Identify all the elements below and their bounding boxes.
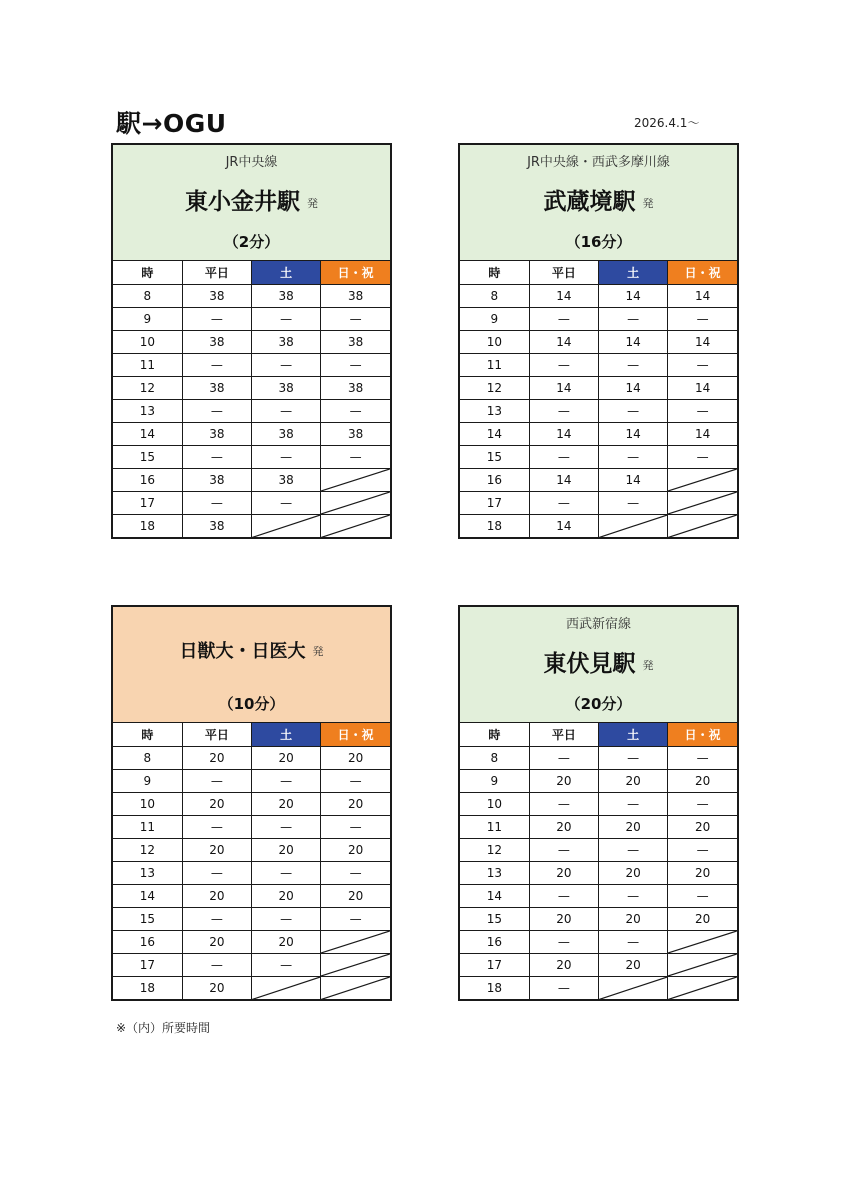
saturday-cell: — <box>599 399 668 422</box>
hour-cell: 15 <box>460 907 529 930</box>
weekday-cell: 20 <box>529 769 598 792</box>
saturday-cell: 38 <box>252 330 321 353</box>
page-title: 駅→OGU <box>116 109 227 138</box>
table-row <box>113 815 390 838</box>
table-row <box>113 284 390 307</box>
saturday-cell: — <box>599 838 668 861</box>
holiday-cell: — <box>321 445 390 468</box>
table-row <box>460 353 737 376</box>
weekday-cell: — <box>529 353 598 376</box>
no-service-slash <box>668 977 737 1000</box>
line-name: JR中央線 <box>225 155 278 170</box>
table-row <box>113 953 390 976</box>
weekday-cell: — <box>182 353 251 376</box>
travel-time: （10分） <box>218 695 285 713</box>
hour-cell: 9 <box>113 769 182 792</box>
weekday-cell: — <box>529 746 598 769</box>
table-row <box>460 930 737 953</box>
hour-cell: 8 <box>460 746 529 769</box>
line-name: JR中央線・西武多摩川線 <box>527 155 670 170</box>
saturday-cell: 14 <box>599 422 668 445</box>
table-row <box>113 930 390 953</box>
table-row <box>460 861 737 884</box>
saturday-cell: — <box>252 815 321 838</box>
weekday-cell: — <box>182 445 251 468</box>
effective-date: 2026.4.1～ <box>634 116 700 130</box>
weekday-cell: 20 <box>182 884 251 907</box>
hour-cell: 13 <box>460 399 529 422</box>
weekday-cell: — <box>529 884 598 907</box>
saturday-cell: — <box>599 307 668 330</box>
saturday-cell: — <box>252 491 321 514</box>
header-hour: 時 <box>460 723 529 746</box>
travel-time: （16分） <box>565 233 632 251</box>
travel-time: （20分） <box>565 695 632 713</box>
holiday-cell: — <box>321 353 390 376</box>
holiday-cell: 20 <box>668 861 737 884</box>
hour-cell: 18 <box>460 514 529 537</box>
hour-cell: 16 <box>460 930 529 953</box>
hour-cell: 18 <box>113 976 182 999</box>
station-name <box>113 183 390 216</box>
timetable-header-row <box>113 261 390 284</box>
table-row <box>460 445 737 468</box>
saturday-cell: 20 <box>599 861 668 884</box>
header-hour: 時 <box>113 261 182 284</box>
departure-suffix: 発 <box>307 197 318 210</box>
no-service-cell <box>599 514 668 537</box>
holiday-cell: — <box>668 307 737 330</box>
weekday-cell: 20 <box>529 953 598 976</box>
saturday-cell: 20 <box>599 769 668 792</box>
table-row <box>113 330 390 353</box>
departure-suffix: 発 <box>642 659 654 672</box>
no-service-slash <box>321 954 390 976</box>
table-row <box>113 746 390 769</box>
holiday-cell: — <box>668 838 737 861</box>
holiday-cell: 20 <box>668 907 737 930</box>
weekday-cell: — <box>529 491 598 514</box>
header-saturday: 土 <box>252 723 321 746</box>
header-weekday: 平日 <box>529 261 598 284</box>
hour-cell: 8 <box>113 284 182 307</box>
weekday-cell: — <box>182 491 251 514</box>
holiday-cell: — <box>668 884 737 907</box>
header-holiday: 日・祝 <box>668 261 737 284</box>
timetable-header-row <box>460 723 737 746</box>
table-row <box>113 445 390 468</box>
saturday-cell: — <box>599 445 668 468</box>
table-row <box>113 514 390 537</box>
weekday-cell: — <box>529 792 598 815</box>
hour-cell: 14 <box>113 422 182 445</box>
hour-cell: 10 <box>113 330 182 353</box>
hour-cell: 11 <box>113 353 182 376</box>
weekday-cell: — <box>182 307 251 330</box>
no-service-cell <box>321 953 390 976</box>
hour-cell: 13 <box>113 861 182 884</box>
header-weekday: 平日 <box>182 723 251 746</box>
hour-cell: 15 <box>113 907 182 930</box>
weekday-cell: — <box>182 953 251 976</box>
hour-cell: 11 <box>113 815 182 838</box>
weekday-cell: 20 <box>529 907 598 930</box>
hour-cell: 10 <box>113 792 182 815</box>
no-service-slash <box>668 492 737 514</box>
no-service-slash <box>321 492 390 514</box>
station-label: 日獣大・日医大 <box>179 641 306 662</box>
card-header <box>460 145 737 261</box>
weekday-cell: 20 <box>529 815 598 838</box>
no-service-cell <box>599 976 668 999</box>
table-row <box>113 422 390 445</box>
header-holiday: 日・祝 <box>321 261 390 284</box>
holiday-cell: 38 <box>321 422 390 445</box>
saturday-cell: — <box>599 353 668 376</box>
holiday-cell: — <box>321 769 390 792</box>
weekday-cell: 20 <box>182 976 251 999</box>
header-saturday: 土 <box>599 261 668 284</box>
table-row <box>460 376 737 399</box>
table-row <box>460 769 737 792</box>
table-row <box>460 792 737 815</box>
holiday-cell: 14 <box>668 284 737 307</box>
weekday-cell: — <box>182 815 251 838</box>
weekday-cell: — <box>182 769 251 792</box>
timetable-card-higashi-koganei <box>111 143 392 539</box>
no-service-cell <box>321 976 390 999</box>
hour-cell: 15 <box>113 445 182 468</box>
hour-cell: 10 <box>460 330 529 353</box>
holiday-cell: 20 <box>668 815 737 838</box>
timetable-header-row <box>113 723 390 746</box>
holiday-cell: 14 <box>668 422 737 445</box>
saturday-cell: 20 <box>252 792 321 815</box>
no-service-cell <box>668 953 737 976</box>
weekday-cell: 38 <box>182 422 251 445</box>
hour-cell: 15 <box>460 445 529 468</box>
timetable <box>113 723 390 999</box>
holiday-cell: 38 <box>321 330 390 353</box>
holiday-cell: — <box>321 307 390 330</box>
no-service-cell <box>668 930 737 953</box>
hour-cell: 17 <box>113 953 182 976</box>
timetable-header-row <box>460 261 737 284</box>
saturday-cell: 20 <box>599 907 668 930</box>
table-row <box>460 907 737 930</box>
weekday-cell: — <box>529 307 598 330</box>
table-row <box>113 861 390 884</box>
table-row <box>113 769 390 792</box>
table-row <box>460 307 737 330</box>
hour-cell: 16 <box>113 468 182 491</box>
saturday-cell: 20 <box>252 930 321 953</box>
holiday-cell: 20 <box>321 884 390 907</box>
holiday-cell: — <box>321 399 390 422</box>
holiday-cell: 20 <box>321 746 390 769</box>
no-service-cell <box>321 468 390 491</box>
saturday-cell: — <box>599 930 668 953</box>
weekday-cell: 38 <box>182 284 251 307</box>
hour-cell: 13 <box>113 399 182 422</box>
no-service-slash <box>668 954 737 976</box>
weekday-cell: — <box>529 445 598 468</box>
no-service-slash <box>321 515 390 538</box>
table-row <box>113 792 390 815</box>
table-row <box>460 422 737 445</box>
holiday-cell: — <box>668 792 737 815</box>
table-row <box>460 884 737 907</box>
hour-cell: 12 <box>113 376 182 399</box>
weekday-cell: 38 <box>182 468 251 491</box>
no-service-slash <box>668 469 737 491</box>
table-row <box>460 514 737 537</box>
saturday-cell: 38 <box>252 422 321 445</box>
card-header <box>113 145 390 261</box>
hour-cell: 11 <box>460 815 529 838</box>
no-service-cell <box>252 976 321 999</box>
hour-cell: 14 <box>113 884 182 907</box>
saturday-cell: 20 <box>599 815 668 838</box>
holiday-cell: 14 <box>668 330 737 353</box>
hour-cell: 13 <box>460 861 529 884</box>
no-service-slash <box>252 977 320 1000</box>
card-header <box>113 607 390 723</box>
hour-cell: 12 <box>460 838 529 861</box>
saturday-cell: 14 <box>599 284 668 307</box>
table-row <box>113 353 390 376</box>
departure-suffix: 発 <box>642 197 654 210</box>
hour-cell: 17 <box>113 491 182 514</box>
weekday-cell: 38 <box>182 376 251 399</box>
no-service-slash <box>668 515 737 538</box>
saturday-cell: — <box>252 907 321 930</box>
weekday-cell: — <box>182 861 251 884</box>
station-label: 武蔵境駅 <box>543 189 636 215</box>
table-row <box>460 284 737 307</box>
table-row <box>113 907 390 930</box>
hour-cell: 17 <box>460 953 529 976</box>
holiday-cell: 20 <box>668 769 737 792</box>
weekday-cell: 14 <box>529 514 598 537</box>
saturday-cell: — <box>599 884 668 907</box>
saturday-cell: 38 <box>252 376 321 399</box>
weekday-cell: 20 <box>529 861 598 884</box>
table-row <box>460 746 737 769</box>
station-name <box>460 183 737 216</box>
holiday-cell: — <box>321 907 390 930</box>
weekday-cell: 14 <box>529 468 598 491</box>
timetable-card-musashisakai <box>458 143 739 539</box>
timetable <box>460 723 737 999</box>
holiday-cell: — <box>321 815 390 838</box>
saturday-cell: 14 <box>599 330 668 353</box>
header-holiday: 日・祝 <box>321 723 390 746</box>
no-service-cell <box>668 976 737 999</box>
hour-cell: 10 <box>460 792 529 815</box>
saturday-cell: — <box>599 792 668 815</box>
weekday-cell: 20 <box>182 930 251 953</box>
hour-cell: 8 <box>113 746 182 769</box>
saturday-cell: — <box>252 953 321 976</box>
holiday-cell: 38 <box>321 284 390 307</box>
hour-cell: 12 <box>460 376 529 399</box>
no-service-cell <box>321 491 390 514</box>
weekday-cell: 20 <box>182 838 251 861</box>
table-row <box>460 330 737 353</box>
saturday-cell: 20 <box>252 838 321 861</box>
saturday-cell: — <box>252 445 321 468</box>
table-row <box>460 491 737 514</box>
weekday-cell: 38 <box>182 514 251 537</box>
hour-cell: 11 <box>460 353 529 376</box>
hour-cell: 18 <box>113 514 182 537</box>
table-row <box>460 976 737 999</box>
no-service-slash <box>599 977 667 1000</box>
departure-suffix: 発 <box>312 645 324 658</box>
no-service-cell <box>321 514 390 537</box>
weekday-cell: — <box>529 399 598 422</box>
table-row <box>460 468 737 491</box>
weekday-cell: 14 <box>529 376 598 399</box>
holiday-cell: 20 <box>321 838 390 861</box>
header-hour: 時 <box>460 261 529 284</box>
no-service-cell <box>668 514 737 537</box>
hour-cell: 14 <box>460 422 529 445</box>
weekday-cell: — <box>182 399 251 422</box>
line-name: 西武新宿線 <box>565 617 631 632</box>
table-row <box>113 399 390 422</box>
no-service-cell <box>252 514 321 537</box>
holiday-cell: 20 <box>321 792 390 815</box>
weekday-cell: 20 <box>182 792 251 815</box>
saturday-cell: 20 <box>252 884 321 907</box>
table-row <box>460 953 737 976</box>
hour-cell: 12 <box>113 838 182 861</box>
weekday-cell: 20 <box>182 746 251 769</box>
no-service-slash <box>321 469 390 491</box>
table-row <box>113 838 390 861</box>
saturday-cell: 20 <box>599 953 668 976</box>
hour-cell: 17 <box>460 491 529 514</box>
no-service-slash <box>321 977 390 1000</box>
table-row <box>113 884 390 907</box>
no-service-cell <box>668 491 737 514</box>
saturday-cell: — <box>599 746 668 769</box>
no-service-slash <box>252 515 320 538</box>
station-name <box>113 637 390 663</box>
header-holiday: 日・祝 <box>668 723 737 746</box>
timetable <box>113 261 390 537</box>
hour-cell: 16 <box>460 468 529 491</box>
saturday-cell: — <box>252 861 321 884</box>
no-service-cell <box>668 468 737 491</box>
timetable <box>460 261 737 537</box>
saturday-cell: — <box>252 399 321 422</box>
table-row <box>113 468 390 491</box>
weekday-cell: 14 <box>529 422 598 445</box>
footnote: ※（内）所要時間 <box>116 1021 211 1035</box>
saturday-cell: — <box>252 353 321 376</box>
saturday-cell: — <box>252 769 321 792</box>
holiday-cell: — <box>321 861 390 884</box>
station-name <box>460 645 737 678</box>
weekday-cell: 14 <box>529 330 598 353</box>
travel-time: （2分） <box>223 233 280 251</box>
header-hour: 時 <box>113 723 182 746</box>
saturday-cell: 38 <box>252 284 321 307</box>
header-saturday: 土 <box>599 723 668 746</box>
table-row <box>113 307 390 330</box>
weekday-cell: — <box>529 930 598 953</box>
header-weekday: 平日 <box>529 723 598 746</box>
table-row <box>460 399 737 422</box>
holiday-cell: 14 <box>668 376 737 399</box>
no-service-slash <box>599 515 667 538</box>
table-row <box>460 815 737 838</box>
no-service-cell <box>321 930 390 953</box>
station-label: 東伏見駅 <box>543 651 636 677</box>
weekday-cell: 38 <box>182 330 251 353</box>
timetable-card-higashi-fushimi <box>458 605 739 1001</box>
weekday-cell: 14 <box>529 284 598 307</box>
weekday-cell: — <box>529 976 598 999</box>
hour-cell: 9 <box>460 769 529 792</box>
holiday-cell: — <box>668 746 737 769</box>
saturday-cell: — <box>252 307 321 330</box>
hour-cell: 16 <box>113 930 182 953</box>
holiday-cell: — <box>668 445 737 468</box>
header-weekday: 平日 <box>182 261 251 284</box>
no-service-slash <box>668 931 737 953</box>
saturday-cell: 20 <box>252 746 321 769</box>
hour-cell: 9 <box>113 307 182 330</box>
header-saturday: 土 <box>252 261 321 284</box>
weekday-cell: — <box>529 838 598 861</box>
hour-cell: 18 <box>460 976 529 999</box>
hour-cell: 8 <box>460 284 529 307</box>
card-header <box>460 607 737 723</box>
saturday-cell: — <box>599 491 668 514</box>
saturday-cell: 38 <box>252 468 321 491</box>
no-service-slash <box>321 931 390 953</box>
table-row <box>113 376 390 399</box>
timetable-card-nichiju-nichii <box>111 605 392 1001</box>
weekday-cell: — <box>182 907 251 930</box>
saturday-cell: 14 <box>599 376 668 399</box>
station-label: 東小金井駅 <box>185 189 300 215</box>
table-row <box>113 491 390 514</box>
table-row <box>460 838 737 861</box>
hour-cell: 9 <box>460 307 529 330</box>
holiday-cell: — <box>668 353 737 376</box>
saturday-cell: 14 <box>599 468 668 491</box>
holiday-cell: — <box>668 399 737 422</box>
hour-cell: 14 <box>460 884 529 907</box>
holiday-cell: 38 <box>321 376 390 399</box>
table-row <box>113 976 390 999</box>
